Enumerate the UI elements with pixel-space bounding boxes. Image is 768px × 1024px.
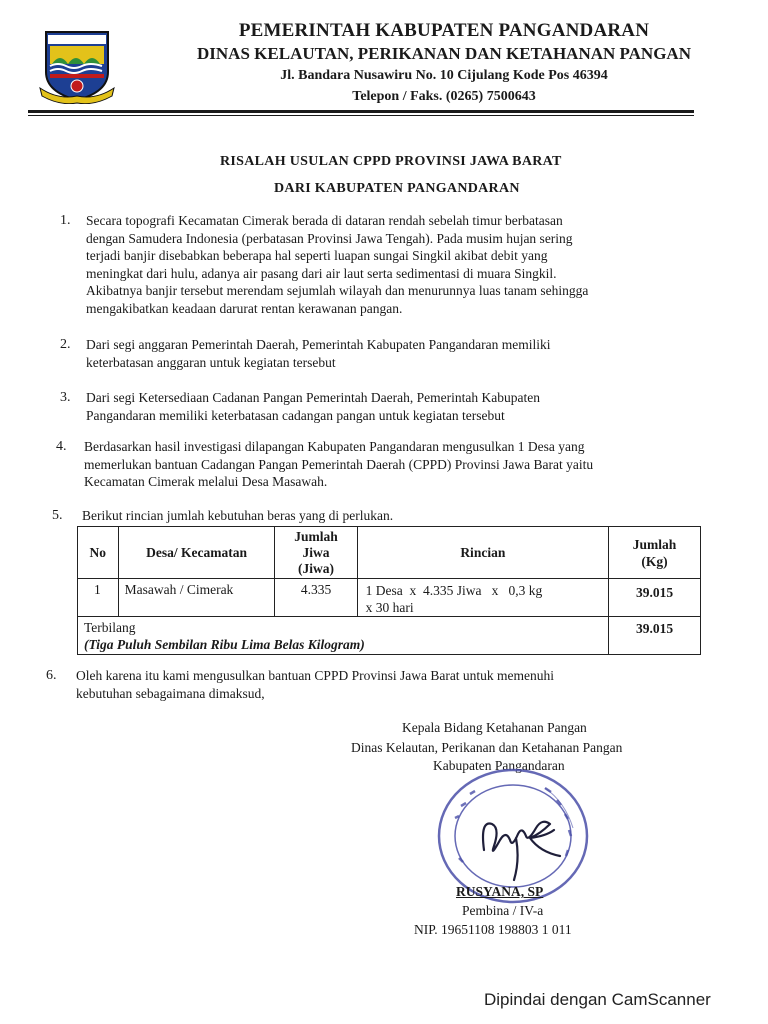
- text-line: meningkat dari hulu, adanya air pasang dari air laut serta sedimentasi di muara Singkil.: [86, 265, 557, 281]
- item-number: 1.: [60, 213, 71, 228]
- header-no: [78, 527, 119, 579]
- rice-needs-table: [77, 526, 701, 655]
- text-line: Dari segi Ketersediaan Cadanan Pangan Pemerintah Daerah, Pemerintah Kabupaten: [86, 390, 540, 405]
- header-desa-label: Desa/ Kecamatan: [146, 544, 247, 560]
- handwritten-signature-icon: [470, 790, 580, 885]
- document-subtitle: DARI KABUPATEN PANGANDARAN: [274, 181, 520, 196]
- cell-kg: 39.015: [609, 579, 701, 617]
- text-line: Berikut rincian jumlah kebutuhan beras yang di perlukan.: [82, 508, 394, 523]
- item-number: 2.: [60, 337, 71, 352]
- text-line: dengan Samudera Indonesia (perbatasan Provinsi Jawa Tengah). Pada musim hujan sering: [86, 230, 573, 246]
- item-number: 5.: [52, 508, 63, 523]
- header-desa: [118, 527, 275, 579]
- list-item: [86, 389, 694, 424]
- letterhead-line-2: DINAS KELAUTAN, PERIKANAN DAN KETAHANAN PANGAN: [197, 44, 691, 63]
- header-jiwa-line: (Jiwa): [298, 560, 335, 576]
- text-line: memerlukan bantuan Cadangan Pangan Pemerintah Daerah (CPPD) Provinsi Jawa Barat yaitu: [84, 456, 594, 472]
- text-line: terjadi banjir disebabkan beberapa hal seperti luapan sungai Singkil akibat debit yang: [86, 248, 548, 263]
- text-line: Berdasarkan hasil investigasi dilapangan Kabupaten Pangandaran mengusulkan 1 Desa yang: [84, 439, 585, 454]
- text-line: Pangandaran memiliki keterbatasan cadangan pangan untuk kegiatan tersebut: [86, 407, 505, 423]
- header-jiwa-line: Jumlah: [294, 528, 338, 544]
- header-kg-line: Jumlah: [632, 536, 677, 552]
- text-line: mengakibatkan keadaan darurat rentan kerawanan pangan.: [86, 300, 403, 316]
- cell-total: 39.015: [609, 617, 701, 655]
- signature-title-2: Dinas Kelautan, Perikanan dan Ketahanan Pangan: [351, 740, 623, 755]
- header-kg: [609, 527, 701, 579]
- header-rincian: [357, 527, 608, 579]
- list-item: [82, 507, 682, 525]
- item-number: 6.: [46, 668, 57, 683]
- item-number: 3.: [60, 390, 71, 405]
- text-line: Kecamatan Cimerak melalui Desa Masawah.: [84, 474, 328, 489]
- table-header-row: [78, 527, 701, 579]
- signature-title-1: Kepala Bidang Ketahanan Pangan: [402, 720, 587, 735]
- signature-title-3: Kabupaten Pangandaran: [433, 758, 565, 773]
- camscanner-watermark: Dipindai dengan CamScanner: [484, 990, 711, 1009]
- header-jiwa-line: Jiwa: [302, 544, 330, 560]
- text-line: Akibatnya banjir tersebut merendam sejumlah wilayah dan menurunnya luas tanam sehingga: [86, 283, 589, 298]
- text-line: Secara topografi Kecamatan Cimerak berada di dataran rendah sebelah timur berbatasan: [86, 213, 563, 228]
- letterhead-phone: Telepon / Faks. (0265) 7500643: [352, 89, 536, 104]
- cell-rincian: [357, 579, 608, 617]
- letterhead-rule-thin: [28, 115, 694, 116]
- terbilang-label: Terbilang: [84, 620, 136, 635]
- table-row: [78, 579, 701, 617]
- header-rincian-label: Rincian: [460, 544, 506, 560]
- letterhead-address: Jl. Bandara Nusawiru No. 10 Cijulang Kode Pos 46394: [280, 68, 608, 83]
- text-line: Dari segi anggaran Pemerintah Daerah, Pemerintah Kabupaten Pangandaran memiliki: [86, 337, 551, 352]
- header-no-label: No: [89, 544, 107, 560]
- text-line: keterbatasan anggaran untuk kegiatan tersebut: [86, 354, 336, 370]
- table-total-row: [78, 617, 701, 655]
- item-number: 4.: [56, 439, 67, 454]
- cell-no: 1: [78, 579, 119, 617]
- regency-crest-icon: [38, 26, 116, 104]
- list-item: [86, 212, 694, 317]
- document-title: RISALAH USULAN CPPD PROVINSI JAWA BARAT: [220, 154, 562, 169]
- signatory-name: RUSYANA, SP: [456, 884, 544, 899]
- terbilang-value: (Tiga Puluh Sembilan Ribu Lima Belas Kilogram): [84, 637, 365, 652]
- signatory-rank: Pembina / IV-a: [462, 903, 544, 918]
- rincian-line: 1 Desa x 4.335 Jiwa x 0,3 kg: [365, 583, 543, 598]
- text-line: kebutuhan sebagaimana dimaksud,: [76, 685, 265, 701]
- list-item: [86, 336, 694, 371]
- cell-terbilang: [78, 617, 609, 655]
- signatory-nip: NIP. 19651108 198803 1 011: [414, 922, 572, 937]
- header-kg-line: (Kg): [641, 553, 668, 569]
- rincian-line: x 30 hari: [365, 600, 414, 615]
- letterhead-rule-thick: [28, 110, 694, 113]
- letterhead-line-1: PEMERINTAH KABUPATEN PANGANDARAN: [238, 20, 650, 41]
- header-jiwa: [275, 527, 357, 579]
- cell-desa: Masawah / Cimerak: [118, 579, 275, 617]
- cell-jiwa: 4.335: [275, 579, 357, 617]
- text-line: Oleh karena itu kami mengusulkan bantuan CPPD Provinsi Jawa Barat untuk memenuhi: [76, 668, 555, 683]
- list-item: [84, 438, 694, 491]
- list-item: [76, 667, 694, 702]
